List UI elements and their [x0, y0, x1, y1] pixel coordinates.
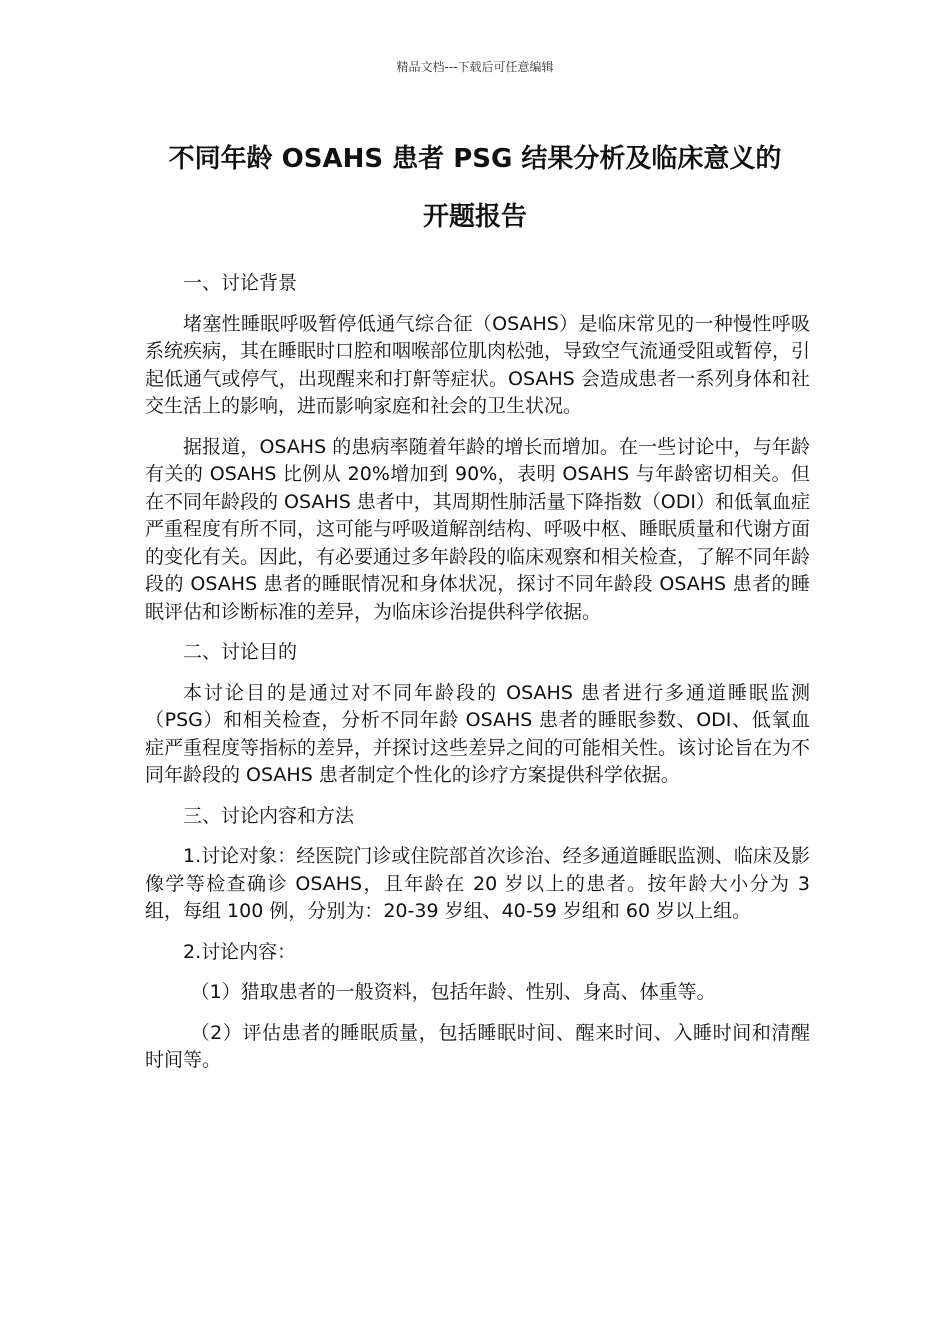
section-3-paragraph-2: 2.讨论内容： [183, 940, 297, 963]
section-2-heading: 二、讨论目的 [183, 641, 298, 663]
section-3-list-item-2: （2）评估患者的睡眠质量，包括睡眠时间、醒来时间、入睡时间和清醒时间等。 [145, 1021, 810, 1071]
section-3-list-item-1: （1）猎取患者的一般资料，包括年龄、性别、身高、体重等。 [190, 981, 716, 1003]
section-1-paragraph-2: 据报道，OSAHS 的患病率随着年龄的增长而增加。在一些讨论中，与年龄有关的 OSAHS 比例从 20%增加到 90%，表明 OSAHS 与年龄密切相关。但在不同年龄段的 OSAHS 患者中，其周期性肺活量下降指数（ODI）和低氧血症严重程度有所不同，这可能与呼吸道解剖结构、呼吸中枢、睡眠质量和代谢方面的变化有关。因此，有必要通过多年龄段的临床观察和相关检查，了解不同年龄段的 OSAHS 患者的睡眠情况和身体状况，探讨不同年龄段 OSAHS 患者的睡眠评估和诊断标准的差异，为临床诊治提供科学依据。 [145, 435, 811, 623]
section-1-heading: 一、讨论背景 [183, 272, 298, 294]
section-2-paragraph-1: 本讨论目的是通过对不同年龄段的 OSAHS 患者进行多通道睡眠监测（PSG）和相关检查，分析不同年龄 OSAHS 患者的睡眠参数、ODI、低氧血症严重程度等指标的差异，并探讨这些差异之间的可能相关性。该讨论旨在为不同年龄段的 OSAHS 患者制定个性化的诊疗方案提供科学依据。 [145, 681, 811, 786]
section-3-heading: 三、讨论内容和方法 [183, 804, 355, 827]
document-title-line-1: 不同年龄 OSAHS 患者 PSG 结果分析及临床意义的 [168, 144, 782, 174]
section-3-paragraph-1: 1.讨论对象：经医院门诊或住院部首次诊治、经多通道睡眠监测、临床及影像学等检查确诊 OSAHS，且年龄在 20 岁以上的患者。按年龄大小分为 3 组，每组 100 例，分别为：20-39 岁组、40-59 岁组和 60 岁以上组。 [145, 845, 810, 922]
page-header-note: 精品文档---下载后可任意编辑 [396, 60, 554, 74]
document-body [145, 270, 810, 1088]
section-1-paragraph-1: 堵塞性睡眠呼吸暂停低通气综合征（OSAHS）是临床常见的一种慢性呼吸系统疾病，其在睡眠时口腔和咽喉部位肌肉松弛，导致空气流通受阻或暂停，引起低通气或停气，出现醒来和打鼾等症状。OSAHS 会造成患者一系列身体和社交生活上的影响，进而影响家庭和社会的卫生状况。 [145, 312, 811, 417]
document-title-line-2: 开题报告 [422, 202, 527, 232]
